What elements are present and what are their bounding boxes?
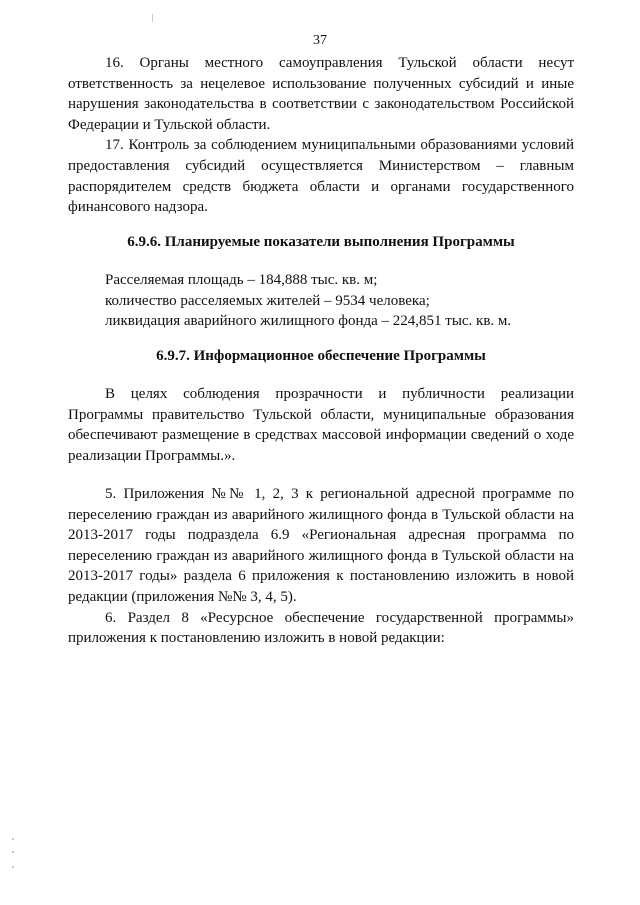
paragraph-5: 5. Приложения №№ 1, 2, 3 к региональной адресной программе по переселению граждан из аварийного жилищного фонда в Тульской области на 2013-2017 годы подраздела 6.9 «Региональная адресная программа по переселению граждан из аварийного жилищного фонда в Тульской области на 2013-2017 годы» раздела 6 приложения к постановлению изложить в новой редакции (приложения №№ 3, 4, 5). <box>68 486 574 605</box>
scan-mark-left-2 <box>12 851 14 853</box>
paragraph-block-top <box>68 53 574 218</box>
paragraph-block-bottom <box>68 484 574 649</box>
indicators-list <box>68 270 574 332</box>
info-paragraph-block <box>68 384 574 466</box>
section-heading-697: 6.9.7. Информационное обеспечение Программы <box>156 348 486 364</box>
paragraph-6: 6. Раздел 8 «Ресурсное обеспечение государственной программы» приложения к постановлению изложить в новой редакции: <box>68 609 574 647</box>
scan-mark-left-1 <box>12 838 14 840</box>
paragraph-16: 16. Органы местного самоуправления Тульской области несут ответственность за нецелевое использование полученных субсидий и иные нарушения законодательства в соответствии с законодательством Российской Федерации и Тульской области. <box>68 55 574 133</box>
scan-mark-top <box>152 14 153 22</box>
indicator-area: Расселяемая площадь – 184,888 тыс. кв. м; <box>105 272 378 288</box>
paragraph-17: 17. Контроль за соблюдением муниципальными образованиями условий предоставления субсидий осуществляется Министерством – главным распорядителем средств бюджета области и органами государственного финансового надзора. <box>68 137 574 216</box>
info-paragraph: В целях соблюдения прозрачности и публичности реализации Программы правительство Тульской области, муниципальные образования обеспечивают размещение в средствах массовой информации сведений о ходе реализации Программы.». <box>68 386 574 464</box>
indicator-residents: количество расселяемых жителей – 9534 человека; <box>105 292 430 309</box>
page-number: 37 <box>313 33 327 48</box>
section-heading-696: 6.9.6. Планируемые показатели выполнения Программы <box>127 234 515 250</box>
indicator-housing: ликвидация аварийного жилищного фонда – 224,851 тыс. кв. м. <box>105 313 512 330</box>
scan-mark-left-3 <box>12 866 14 868</box>
